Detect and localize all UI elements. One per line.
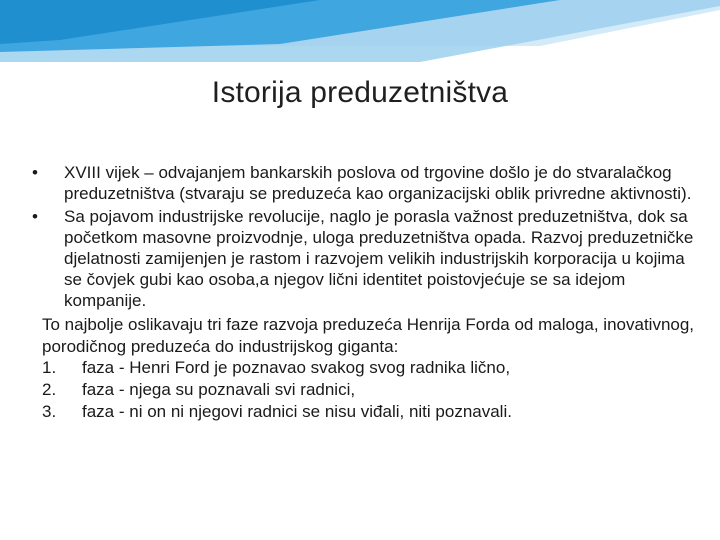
list-number: 3.: [42, 402, 57, 421]
list-number: 2.: [42, 380, 57, 399]
bullet-text: XVIII vijek – odvajanjem bankarskih poslova od trgovine došlo je do stvaralačkog preduzetništva (stvaraju se preduzeća kao organizacijski oblik privredne aktivnosti).: [64, 163, 692, 203]
slide-body: [28, 162, 698, 423]
bullet-item: [28, 206, 698, 311]
slide-title: Istorija preduzetništva: [211, 76, 509, 109]
list-text: faza - Henri Ford je poznavao svakog svog radnika lično,: [82, 358, 511, 377]
list-text: faza - njega su poznavali svi radnici,: [82, 380, 356, 399]
bullet-marker: •: [32, 207, 38, 226]
list-item: [42, 357, 698, 379]
bullet-item: [28, 162, 698, 204]
bullet-marker: •: [32, 163, 38, 182]
list-text: faza - ni on ni njegovi radnici se nisu viđali, niti poznavali.: [82, 402, 512, 421]
bullet-text: Sa pojavom industrijske revolucije, naglo je porasla važnost preduzetništva, dok sa početkom masovne proizvodnje, uloga preduzetništva opada. Razvoj preduzetničke djelatnosti zamijenjen je rastom i razvojem velikih industrijskih korporacija u kojima se čovjek gubi kao osoba,a njegov lični identitet poistovjećuje se sa idejom kompanije.: [64, 207, 694, 310]
list-number: 1.: [42, 358, 57, 377]
intro-paragraph: To najbolje oslikavaju tri faze razvoja preduzeća Henrija Forda od maloga, inovativnog, porodičnog preduzeća do industrijskog giganta:: [42, 315, 695, 356]
numbered-list: [28, 357, 698, 423]
list-item: [42, 379, 698, 401]
list-item: [42, 401, 698, 423]
